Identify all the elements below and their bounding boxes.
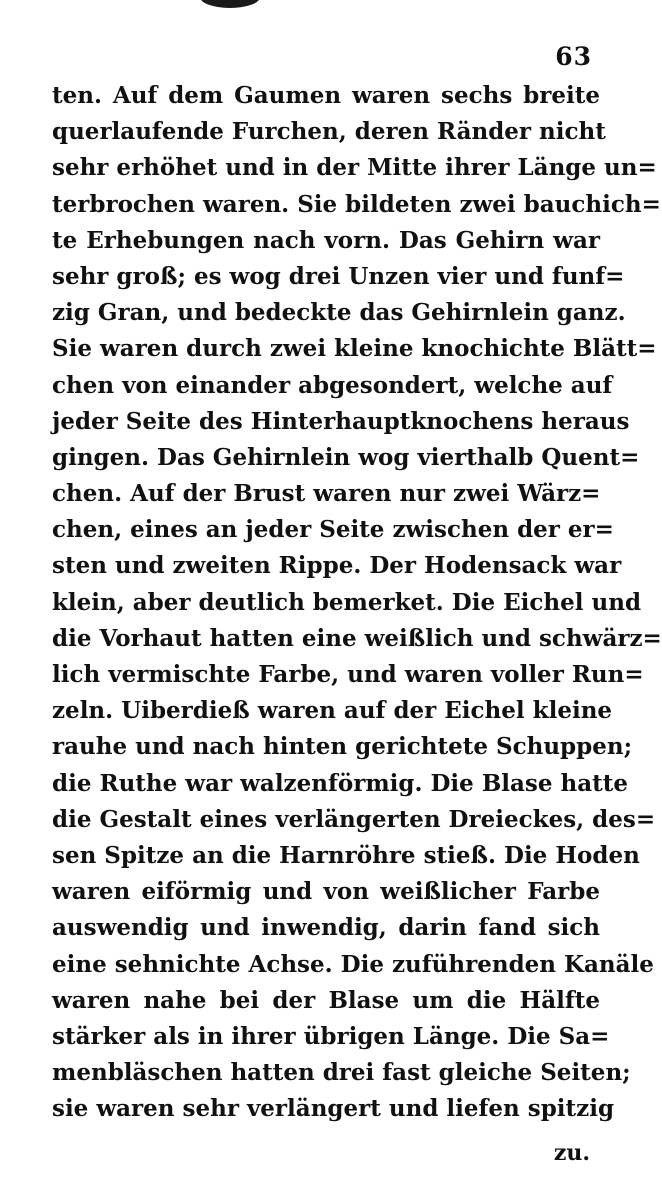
catchword: zu.	[553, 1140, 590, 1166]
text-line: sen Spitze an die Harnröhre stieß. Die Hoden	[52, 841, 640, 869]
page-number: 63	[555, 42, 592, 71]
text-line: stärker als in ihrer übrigen Länge. Die Sa=	[52, 1022, 610, 1050]
text-line: auswendig und inwendig, darin fand sich	[52, 914, 600, 942]
scan-ink-blot	[200, 0, 260, 8]
text-line: te Erhebungen nach vorn. Das Gehirn war	[52, 226, 600, 254]
text-line: lich vermischte Farbe, und waren voller Run=	[52, 661, 644, 688]
text-line: querlaufende Furchen, deren Ränder nicht	[52, 118, 606, 146]
text-line: sie waren sehr verlängert und liefen spitzig	[52, 1095, 615, 1123]
text-line: sehr erhöhet und in der Mitte ihrer Länge un=	[52, 154, 657, 182]
text-line: sten und zweiten Rippe. Der Hodensack war	[52, 552, 622, 580]
text-line: sehr groß; es wog drei Unzen vier und funf=	[52, 262, 625, 290]
text-line: eine sehnichte Achse. Die zuführenden Kanäle	[52, 950, 654, 978]
text-line: terbrochen waren. Sie bildeten zwei bauchich=	[52, 190, 661, 218]
text-line: die Ruthe war walzenförmig. Die Blase hatte	[52, 769, 628, 797]
text-line: zeln. Uiberdieß waren auf der Eichel kleine	[52, 697, 613, 725]
text-line: chen. Auf der Brust waren nur zwei Wärz=	[52, 480, 601, 508]
text-line: ten. Auf dem Gaumen waren sechs breite	[52, 82, 600, 109]
text-line: klein, aber deutlich bemerket. Die Eichel und	[52, 588, 642, 616]
body-text	[52, 78, 662, 1127]
text-line: Sie waren durch zwei kleine knochichte Blätt=	[52, 335, 657, 363]
text-line: chen, eines an jeder Seite zwischen der er=	[52, 516, 614, 544]
text-line: waren nahe bei der Blase um die Hälfte	[52, 986, 600, 1014]
text-line: gingen. Das Gehirnlein wog vierthalb Quent=	[52, 443, 640, 471]
text-line: die Gestalt eines verlängerten Dreieckes, des=	[52, 805, 656, 833]
text-line: menbläschen hatten drei fast gleiche Seiten;	[52, 1059, 631, 1087]
text-line: chen von einander abgesondert, welche auf	[52, 371, 613, 399]
text-line: jeder Seite des Hinterhauptknochens heraus	[52, 407, 630, 435]
text-line: rauhe und nach hinten gerichtete Schuppen;	[52, 733, 633, 761]
text-line: die Vorhaut hatten eine weißlich und schwärz=	[52, 624, 662, 652]
text-line: waren eiförmig und von weißlicher Farbe	[52, 878, 600, 906]
text-line: zig Gran, und bedeckte das Gehirnlein ganz.	[52, 299, 626, 327]
